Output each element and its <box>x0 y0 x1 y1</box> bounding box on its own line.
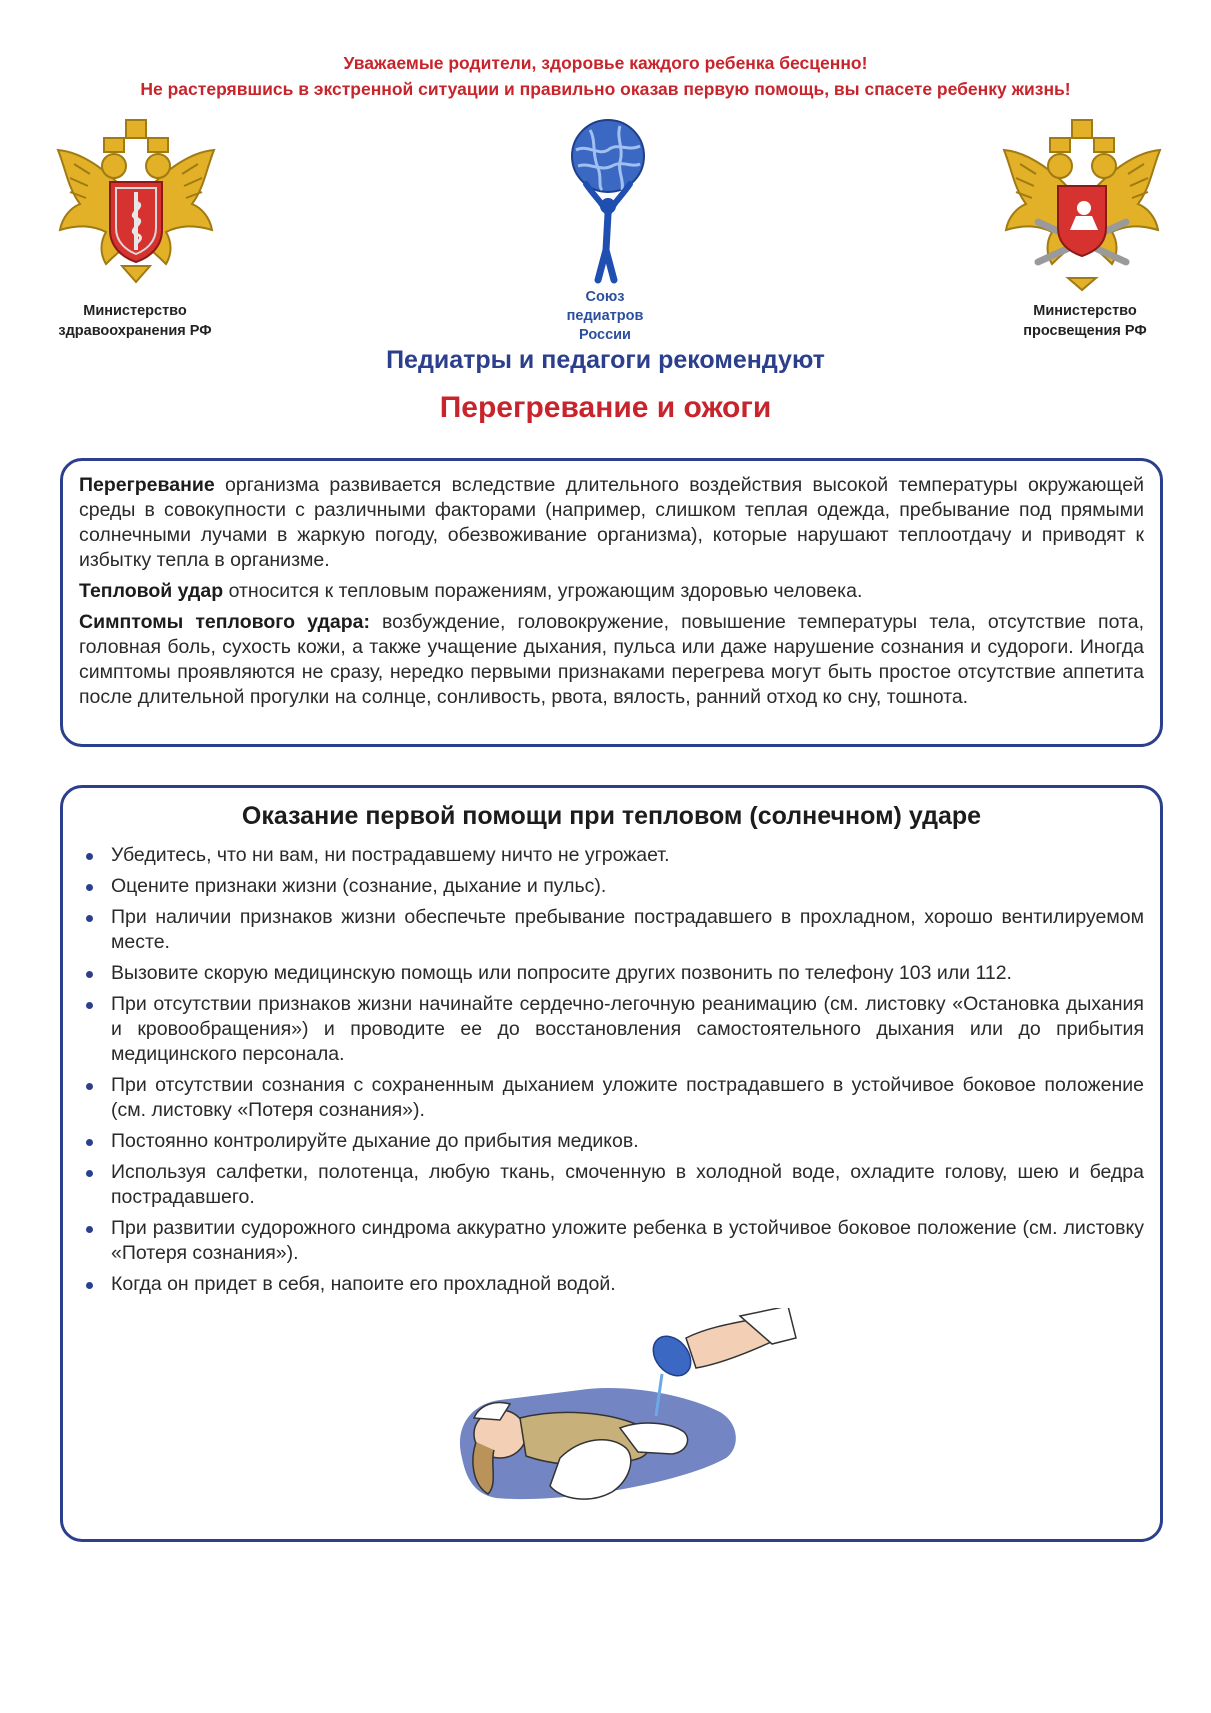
list-item <box>79 1073 1144 1123</box>
bullet-icon <box>86 1083 93 1090</box>
left-org-label <box>40 301 230 341</box>
step-text: Когда он придет в себя, напоите его прохладной водой. <box>111 1273 616 1295</box>
list-item <box>79 905 1144 955</box>
page-subtitle: Педиатры и педагоги рекомендуют <box>386 346 825 374</box>
step-text: Используя салфетки, полотенца, любую ткань, смоченную в холодной воде, охладите голову, шею и бедра пострадавшего. <box>111 1161 1144 1208</box>
union-label <box>540 288 670 345</box>
list-item <box>79 1216 1144 1266</box>
right-org-label <box>990 301 1180 341</box>
list-item <box>79 1129 1144 1154</box>
step-text: При отсутствии сознания с сохраненным дыханием уложите пострадавшего в устойчивое боковое положение (см. листовку «Потеря сознания»). <box>111 1074 1144 1121</box>
term-symptoms: Симптомы теплового удара: <box>79 611 370 633</box>
list-item <box>79 874 1144 899</box>
coat-of-arms-health-icon <box>52 112 220 292</box>
globe-figure-icon <box>558 110 658 290</box>
step-text: Убедитесь, что ни вам, ни пострадавшему ничто не угрожает. <box>111 844 670 866</box>
info-paragraph-symptoms <box>79 610 1144 710</box>
left-org-line-1: Министерство <box>83 303 187 319</box>
symptoms-text: возбуждение, головокружение, повышение температуры тела, отсутствие пота, головная боль, сухость кожи, а также учащение дыхания, пульса или даже нарушение сознания и судороги. Иногда симптомы проявляются не сразу, нередко первыми признаками перегрева могут быть простое отсутствие аппетита после длительной прогулки на солнце, сонливость, рвота, вялость, ранний отход ко сну, тошнота. <box>79 611 1144 708</box>
bullet-icon <box>86 1226 93 1233</box>
bullet-icon <box>86 884 93 891</box>
list-item <box>79 1160 1144 1210</box>
step-text: Оцените признаки жизни (сознание, дыхание и пульс). <box>111 875 607 897</box>
header-line-1: Уважаемые родители, здоровье каждого ребенка бесценно! <box>343 53 868 73</box>
bullet-icon <box>86 971 93 978</box>
bullet-icon <box>86 1139 93 1146</box>
page-title: Перегревание и ожоги <box>439 391 772 424</box>
step-text: При отсутствии признаков жизни начинайте сердечно-легочную реанимацию (см. листовку «Остановка дыхания и кровообращения») и проводите ее до восстановления самостоятельного дыхания или до прибытия медицинского персонала. <box>111 993 1144 1065</box>
list-item <box>79 1272 1144 1297</box>
step-text: Постоянно контролируйте дыхание до прибытия медиков. <box>111 1130 639 1152</box>
step-text: При развитии судорожного синдрома аккуратно уложите ребенка в устойчивое боковое положение (см. листовку «Потеря сознания»). <box>111 1217 1144 1264</box>
union-line-3: России <box>579 327 631 343</box>
bullet-icon <box>86 915 93 922</box>
coat-of-arms-education-icon <box>998 112 1166 292</box>
bullet-icon <box>86 1282 93 1289</box>
union-line-1: Союз <box>585 289 625 305</box>
bullet-icon <box>86 853 93 860</box>
step-text: При наличии признаков жизни обеспечьте пребывание пострадавшего в прохладном, хорошо вентилируемом месте. <box>111 906 1144 953</box>
first-aid-illustration <box>440 1308 800 1530</box>
bullet-icon <box>86 1002 93 1009</box>
list-item <box>79 961 1144 986</box>
step-text: Вызовите скорую медицинскую помощь или попросите других позвонить по телефону 103 или 112. <box>111 962 1012 984</box>
left-org-line-2: здравоохранения РФ <box>58 323 212 339</box>
union-line-2: педиатров <box>566 308 644 324</box>
info-paragraph-heatstroke <box>79 579 1144 604</box>
term-overheating: Перегревание <box>79 474 215 496</box>
info-box <box>60 458 1163 747</box>
info-paragraph-overheating <box>79 473 1144 573</box>
heatstroke-text: относится к тепловым поражениям, угрожающим здоровью человека. <box>223 580 863 602</box>
header-line-2: Не растерявшись в экстренной ситуации и правильно оказав первую помощь, вы спасете ребенку жизнь! <box>140 79 1071 99</box>
overheating-text: организма развивается вследствие длительного воздействия высокой температуры окружающей среды в совокупности с различными факторами (например, слишком теплая одежда, пребывание под прямыми солнечными лучами в жаркую погоду, обезвоживание организма), которые нарушают теплоотдачу и приводят к избытку тепла в организме. <box>79 474 1144 571</box>
right-org-line-1: Министерство <box>1033 303 1137 319</box>
first-aid-title: Оказание первой помощи при тепловом (солнечном) ударе <box>241 802 982 830</box>
first-aid-steps <box>79 843 1144 1297</box>
list-item <box>79 992 1144 1067</box>
list-item <box>79 843 1144 868</box>
right-org-line-2: просвещения РФ <box>1023 323 1147 339</box>
bullet-icon <box>86 1170 93 1177</box>
term-heatstroke: Тепловой удар <box>79 580 224 602</box>
